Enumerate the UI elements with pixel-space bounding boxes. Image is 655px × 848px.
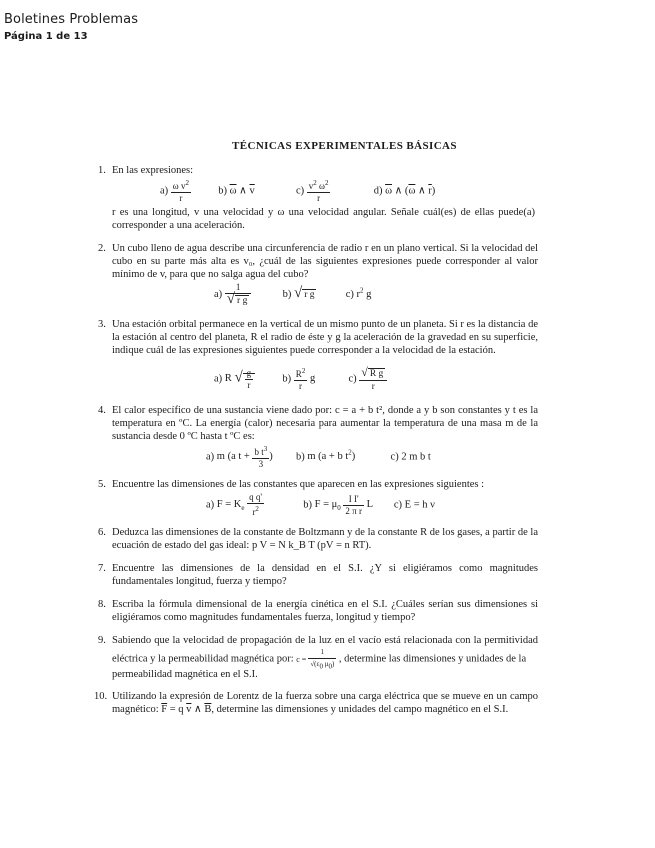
- problem-8-text: Escriba la fórmula dimensional de la energía cinética en el S.I. ¿Cuáles serían sus dimensiones si eligiéramos como magnitudes fundamentales fuerza, longitud y tiempo?: [112, 599, 538, 623]
- option-label: b): [282, 288, 292, 300]
- problem-6-text: Deduzca las dimensiones de la constante de Boltzmann y de la constante R de los gases, a partir de la ecuación de estado del gas ideal: p V = N k_B T (pV = n RT).: [112, 527, 538, 551]
- page-indicator: Página 1 de 13: [4, 31, 88, 42]
- formula-2a: $\frac{1}{\text{√ r g}}$: [225, 282, 252, 307]
- problem-9-text-a: Sabiendo que la velocidad de propagación de la luz en el vacío está relacionada con la permitividad eléctrica y la permeabilidad magnética por:: [112, 635, 538, 665]
- option-label: c): [393, 499, 403, 511]
- formula-2c: $r^2$ g: [356, 286, 372, 300]
- problem-3-formulas: [214, 366, 387, 392]
- option-label: b): [295, 451, 305, 463]
- problem-9-text: [112, 634, 538, 672]
- option-label: a): [214, 373, 223, 385]
- problem-1-formulas: [160, 178, 435, 204]
- problem-10-number: 10.: [94, 691, 108, 702]
- problem-4-number: 4.: [98, 405, 106, 416]
- option-label: a): [206, 451, 215, 463]
- option-label: d): [373, 185, 383, 197]
- option-label: c): [348, 373, 357, 385]
- problem-10-text-b: , determine las dimensiones y unidades del campo magnético en el S.I.: [211, 704, 509, 715]
- option-label: a): [206, 499, 215, 511]
- problem-1-followup: r es una longitud, v una velocidad y ω una velocidad angular. Señale cuál(es) de ellas puede(a) corresponder a una aceleración.: [112, 207, 535, 231]
- formula-4c: 2 m b t: [401, 451, 431, 463]
- problem-5-formulas: [206, 492, 435, 518]
- formula-3c: $\frac{\text{√ R g}}{r}$: [359, 367, 387, 392]
- problem-9-text-c: permeabilidad magnética en el S.I.: [112, 669, 258, 680]
- option-label: a): [214, 288, 223, 300]
- problem-4-text: El calor específico de una sustancia viene dado por: c = a + b t², donde a y b son constantes y t es la temperatura en ºC. La energía (calor) necesaria para aumentar la temperatura de una masa m de la sustancia desde 0 ºC hasta t ºC es:: [112, 405, 538, 442]
- formula-1b: $\overline{\omega}$ ∧ $\overline{v}$: [229, 185, 255, 197]
- option-label: b): [282, 373, 292, 385]
- problem-2-number: 2.: [98, 243, 106, 254]
- problem-10-text-a: Utilizando la expresión de Lorentz de la fuerza sobre una carga eléctrica que se mueve en un campo magnético:: [112, 691, 538, 715]
- option-label: b): [303, 499, 313, 511]
- problem-3-text: Una estación orbital permanece en la vertical de un mismo punto de un planeta. Si r es la distancia de la estación al centro del planeta, R el radio de éste y g la aceleración de la gravedad en su superficie, indique cuál de las expresiones siguientes puede corresponder a la velocidad de la estación.: [112, 319, 538, 356]
- problem-8-number: 8.: [98, 599, 106, 610]
- formula-1c: $\frac{v^2 \omega^2}{r}$: [308, 179, 329, 203]
- option-label: b): [218, 185, 227, 197]
- document-title: TÉCNICAS EXPERIMENTALES BÁSICAS: [232, 140, 457, 152]
- problem-2-text: Un cubo lleno de agua describe una circunferencia de radio r en un plano vertical. Si la velocidad del cubo en su parte más alta es v₀, ¿cuál de las siguientes expresiones puede corresponder al valor mínimo de v, para que no salga agua del cubo?: [112, 243, 538, 280]
- problem-9-number: 9.: [98, 635, 106, 646]
- problem-3-number: 3.: [98, 319, 106, 330]
- problem-10-text: [112, 690, 538, 716]
- problem-9-text-b: , determine las dimensiones y unidades de la: [338, 653, 527, 665]
- formula-4a: m (a t + $\frac{b t^3}{3}$ ): [216, 445, 273, 469]
- problem-7-text: Encuentre las dimensiones de la densidad en el S.I. ¿Y si eligiéramos como magnitudes fundamentales longitud, fuerza y tiempo?: [112, 563, 538, 587]
- problem-5-text: Encuentre las dimensiones de las constantes que aparecen en las expresiones siguientes :: [112, 479, 485, 490]
- formula-5c: E = h ν: [404, 499, 435, 511]
- problem-2-formulas: [214, 282, 371, 307]
- formula-10: $\overline{F} = q$ $\overline{v}$ ∧ $\overline{B}$: [161, 704, 212, 715]
- problem-1-number: 1.: [98, 165, 106, 176]
- formula-5b: $F = \mu_0$ $\frac{\text{I I'}}{\text{2 π r}}$ L: [314, 493, 373, 516]
- problem-1-text: En las expresiones:: [112, 165, 194, 176]
- problem-7-number: 7.: [98, 563, 106, 574]
- formula-4b: m (a + b $t^2$): [307, 448, 356, 463]
- option-label: c): [390, 451, 399, 463]
- option-label: c): [345, 288, 354, 300]
- problem-6-number: 6.: [98, 527, 106, 538]
- formula-1a: $\frac{\omega v^2}{r}$: [172, 179, 189, 203]
- formula-9: c = $\frac{1}{√(\varepsilon_0 \mu_0)}$: [296, 648, 335, 671]
- formula-1d: $\overline{\omega}$ ∧ ($\overline{\omega}$ ∧ $\overline{r}$): [385, 185, 436, 197]
- problem-4-formulas: [206, 444, 431, 470]
- option-label: a): [160, 185, 169, 197]
- header-title: Boletines Problemas: [4, 12, 139, 27]
- formula-3a: R √ $\frac{g}{r}$: [225, 373, 255, 384]
- formula-2b: √ r g: [293, 285, 315, 301]
- problem-5-number: 5.: [98, 479, 106, 490]
- formula-5a: $F = K_e$ $\frac{\text{q q'}}{r^2}$: [216, 492, 263, 517]
- option-label: c): [295, 185, 305, 197]
- formula-3b: $\frac{R^2}{r}$ g: [295, 367, 316, 391]
